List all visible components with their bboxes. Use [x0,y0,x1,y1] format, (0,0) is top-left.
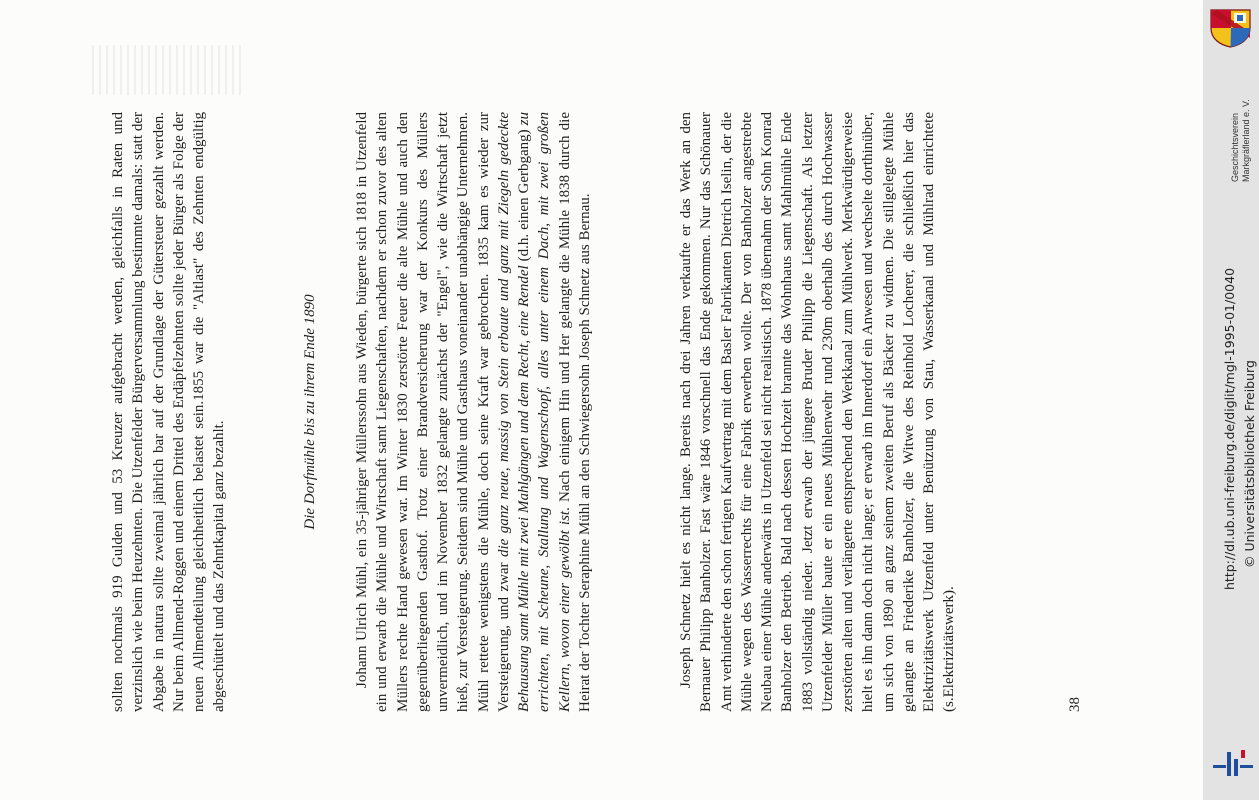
section-heading: Die Dorfmühle bis zu ihrem Ende 1890 [302,294,318,530]
text-run: . Nach einigem Hin und Her gelangte die Mühle 1838 durch die Heirat der Tochter Seraphine Mühl an den Schwiegersohn Joseph Schnetz aus Bernau. [556,112,593,712]
text-run: (d.h. einen Gerbgang) [516,125,532,266]
italic-quote: zu errichten, mit Scheune, Stallung und Wagenschopf, alles unter einem Dach, mit zwei großen Kellern, wovon einer gewölbt ist [516,112,573,712]
paragraph: Joseph Schnetz hielt es nicht lange. Bereits nach drei Jahren verkaufte er das Werk an den Bernauer Philipp Banholzer. Fast wäre 1846 vorschnell das Ende gekommen. Nur das Schönauer Amt verhinderte den schon fertigen Kaufvertrag mit dem Basler Fabrikanten Dietrich Iselin, der die Mühle wegen des Wasserrechts für eine Fabrik erwerben wollte. Der von Banholzer angestrebte Neubau einer Mühle anderwärts in Utzenfeld sei nicht realistisch. 1878 übernahm der Sohn Konrad Banholzer den Betrieb. Bald nach dessen Hochzeit brannte das Wohnhaus samt Mahlmühle Ende 1883 vollständig nieder. Jetzt erwarb der jüngere Bruder Philipp die Liegenschaft. Als letzter Utzenfelder Müller baute er ein neues Mühlenwehr rund 230m oberhalb des durch Hochwasser zerstörten alten und verlängerte entsprechend den Werkkanal zum Mühlwerk. Merkwürdigerweise hielt es ihn dann doch nicht lange; er erwarb im Innerdorf ein Anwesen und wechselte dorthinüber, um sich von 1890 an ganz seinem zweiten Beruf als Bäcker zu widmen. Die stillgelegte Mühle gelangte an Friederike Banholzer, die Witwe des Reinhold Locherer, die schließlich hier das Elektrizitätswerk Utzenfeld unter Benützung von Stau, Wasserkanal und Mühlrad einrichtete (s.Elektrizitätswerk). [678,112,958,712]
paragraph [352,112,595,712]
page-number: 38 [1067,697,1083,712]
text-block-zehnten [108,112,230,712]
org-label [1230,99,1252,182]
permalink-url[interactable]: http://dl.ub.uni-freiburg.de/diglit/mgl-1995-01/0040 [1222,267,1237,590]
org-name-line2: Markgräflerland e. V. [1241,99,1251,182]
ub-freiburg-logo-icon [1212,746,1254,780]
copyright-notice: © Universitätsbibliothek Freiburg [1242,360,1257,568]
org-name-line1: Geschichtsverein [1230,112,1240,182]
coat-of-arms-icon [1207,8,1254,48]
paragraph: sollten nochmals 919 Gulden und 53 Kreuzer aufgebracht werden, gleichfalls in Raten und verzinslich wie beim Heuzehnten. Die Utzenfelder Bürgerversammlung bestimmte damals: statt der Abgabe in natura sollte zweimal jährlich bar auf der Grundlage der Gütersteuer gezahlt werden. Nur beim Allmend-Roggen und einem Drittel des Erdäpfelzehnten sollte jeder Bürger als Folge der neuen Allmendteilung gleichheitlich belastet sein.1855 war die "Altlast" des Zehnten endgültig abgeschüttelt und das Zehntkapital ganz bezahlt. [110,112,228,712]
text-block-schnetz [676,112,960,712]
bleed-through [92,45,242,95]
text-run: Johann Ulrich Mühl, ein 35-jähriger Müllerssohn aus Wieden, bürgerte sich 1818 in Utzenfeld ein und erwarb die Mühle und Wirtschaft samt Liegenschaften, nachdem er schon zuvor des alten Müllers rechte Hand gewesen war. Im Winter 1830 zerstörte Feuer die alte Mühle und auch den gegenüberliegenden Gasthof. Trotz einer Brandversicherung war der Konkurs des Müllers unvermeidlich, und im November 1832 gelangte zunächst der "Engel", wie die Wirtschaft jetzt hieß, zur Versteigerung. Seitdem sind Mühle und Gasthaus voneinander unabhängige Unternehmen. Mühl rettete wenigstens die Mühle, doch seine Kraft war gebrochen. 1835 kam es wieder zur Versteigerung, und zwar [354,112,512,712]
italic-quote: die ganz neue, massig von Stein erbaute und ganz mit Ziegeln gedeckte Behausung samt Mühle mit zwei Mahlgängen und dem Recht, eine Rendel [495,111,532,712]
text-block-muehl [352,112,595,712]
